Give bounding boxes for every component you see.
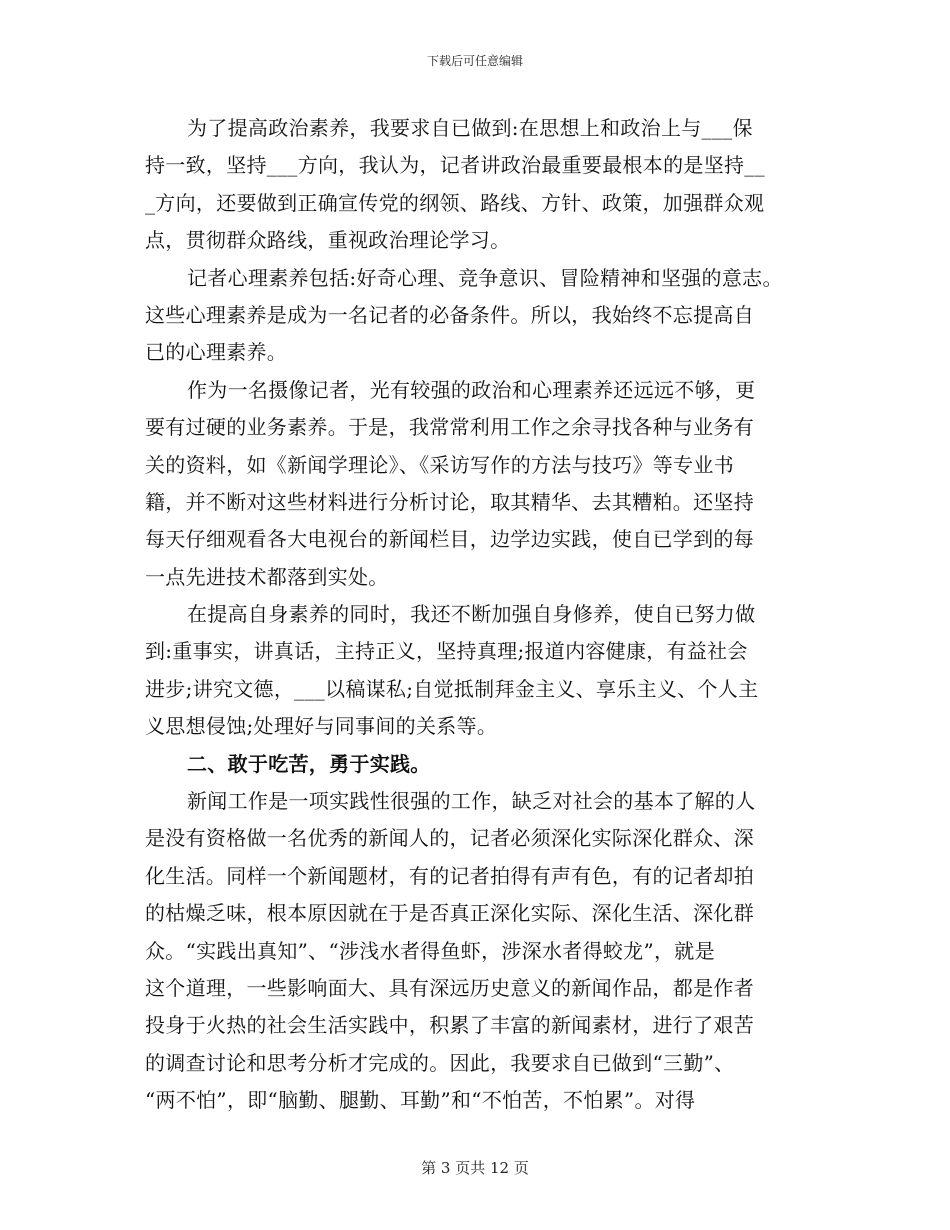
paragraph-line: 要有过硬的业务素养。于是，我常常利用工作之余寻找各种与业务有 [145, 415, 754, 440]
section-heading: 二、敢于吃苦，勇于实践。 [187, 751, 431, 776]
paragraph-line: 这些心理素养是成为一名记者的必备条件。所以，我始终不忘提高自 [145, 302, 754, 327]
paragraph-line: 新闻工作是一项实践性很强的工作，缺乏对社会的基本了解的人 [187, 789, 756, 814]
paragraph-line: 籍，并不断对这些材料进行分析讨论，取其精华、去其糟粕。还坚持 [145, 489, 754, 514]
paragraph-line: 的调查讨论和思考分析才完成的。因此，我要求自已做到“三勤”、 [145, 1050, 735, 1075]
paragraph-line: 众。“实践出真知”、“涉浅水者得鱼虾，涉深水者得蛟龙”，就是 [145, 938, 715, 963]
paragraph-line: 已的心理素养。 [145, 340, 288, 365]
paragraph-line: 记者心理素养包括:好奇心理、竞争意识、冒险精神和坚强的意志。 [187, 265, 783, 290]
paragraph-line: 每天仔细观看各大电视台的新闻栏目，边学边实践，使自已学到的每 [145, 527, 754, 552]
paragraph-line: 为了提高政治素养，我要求自已做到:在思想上和政治上与___保 [187, 116, 753, 140]
paragraph-line: 到:重事实，讲真话，主持正义，坚持真理;报道内容健康，有益社会 [145, 639, 748, 664]
paragraph-line: 化生活。同样一个新闻题材，有的记者拍得有声有色，有的记者却拍 [145, 863, 754, 888]
page-header: 下载后可任意编辑 [426, 54, 523, 68]
paragraph-line: 点，贯彻群众路线，重视政治理论学习。 [145, 228, 511, 253]
paragraph-line: 这个道理，一些影响面大、具有深远历史意义的新闻作品，都是作者 [145, 975, 754, 1000]
paragraph-line: _方向，还要做到正确宣传党的纲领、路线、方针、政策，加强群众观 [145, 190, 765, 215]
paragraph-line: 持一致，坚持___方向，我认为，记者讲政治最重要最根本的是坚持__ [145, 153, 765, 178]
document-body [145, 110, 805, 1120]
paragraph-line: 投身于火热的社会生活实践中，积累了丰富的新闻素材，进行了艰苦 [145, 1013, 754, 1038]
paragraph-line: 在提高自身素养的同时，我还不断加强自身修养，使自已努力做 [187, 602, 756, 627]
paragraph-line: 的枯燥乏味，根本原因就在于是否真正深化实际、深化生活、深化群 [145, 901, 754, 926]
paragraph-line: 进步;讲究文德，___以稿谋私;自觉抵制拜金主义、享乐主义、个人主 [145, 676, 759, 701]
paragraph-line: 关的资料，如《新闻学理论》、《采访写作的方法与技巧》等专业书 [145, 452, 734, 477]
paragraph-line: 作为一名摄像记者，光有较强的政治和心理素养还远远不够，更 [187, 377, 756, 402]
paragraph-line: 一点先进技术都落到实处。 [145, 564, 389, 589]
paragraph-line: “两不怕”，即“脑勤、腿勤、耳勤”和“不怕苦，不怕累”。对得 [145, 1088, 696, 1113]
paragraph-line: 义思想侵蚀;处理好与同事间的关系等。 [145, 714, 498, 739]
paragraph-line: 是没有资格做一名优秀的新闻人的，记者必须深化实际深化群众、深 [145, 826, 754, 851]
page-number: 第 3 页共 12 页 [421, 1159, 529, 1177]
